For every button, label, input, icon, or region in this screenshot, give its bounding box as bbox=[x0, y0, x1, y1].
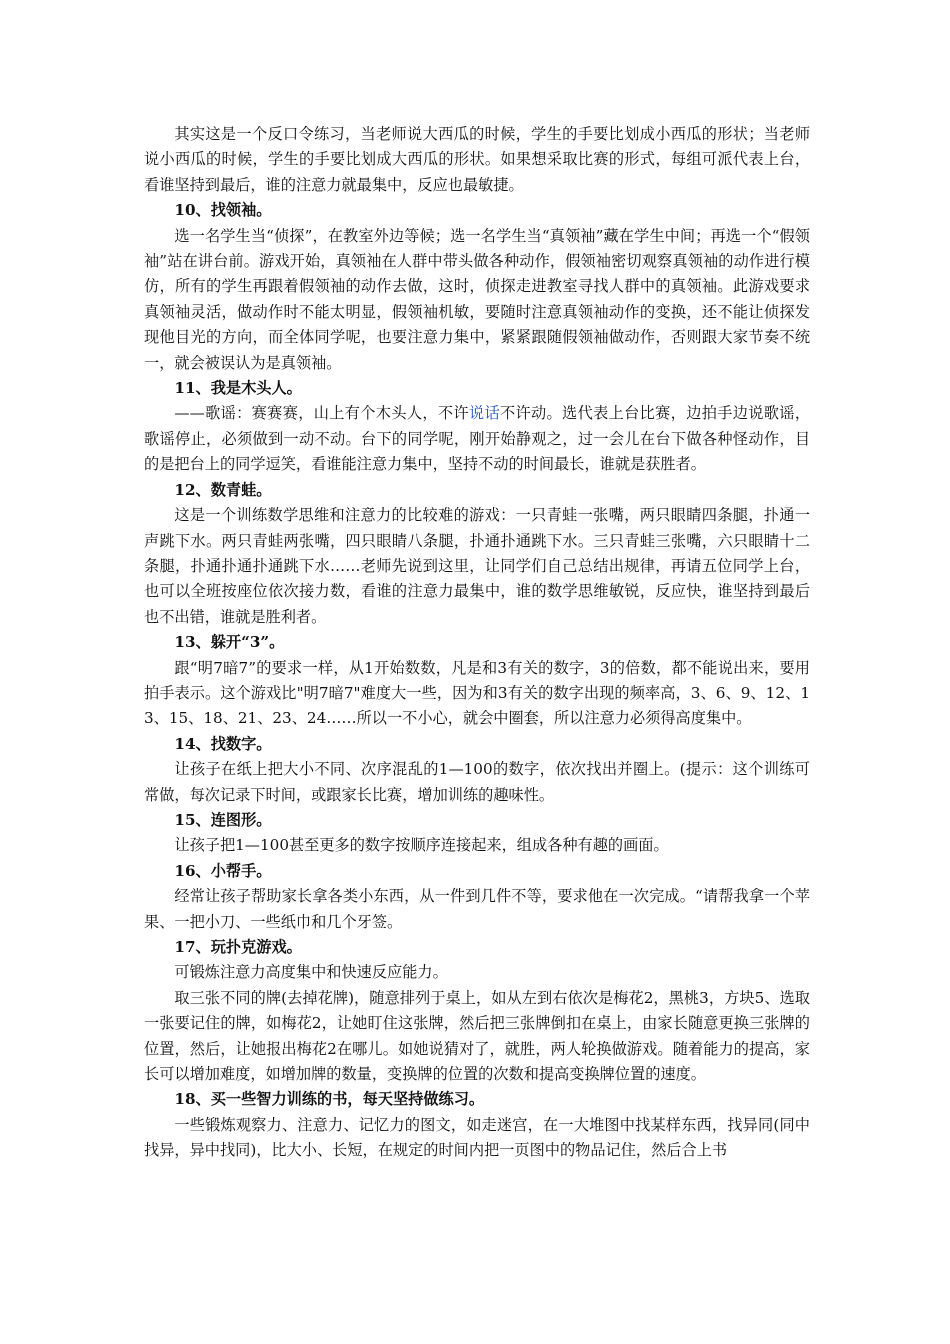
section-11-body-start: ——歌谣：赛赛赛，山上有个木头人，不许 bbox=[174, 404, 469, 423]
section-14-body: 让孩子在纸上把大小不同、次序混乱的1—100的数字，依次找出并圈上。(提示：这个训练可常做，每次记录下时间，或跟家长比赛，增加训练的趣味性。 bbox=[144, 760, 810, 804]
intro-paragraph: 其实这是一个反口令练习，当老师说大西瓜的时候，学生的手要比划成小西瓜的形状；当老师说小西瓜的时候，学生的手要比划成大西瓜的形状。如果想采取比赛的形式，每组可派代表上台，看谁坚持到最后，谁的注意力就最集中，反应也最敏捷。 bbox=[144, 125, 810, 194]
section-12-body: 这是一个训练数学思维和注意力的比较难的游戏：一只青蛙一张嘴，两只眼睛四条腿，扑通一声跳下水。两只青蛙两张嘴，四只眼睛八条腿，扑通扑通跳下水。三只青蛙三张嘴，六只眼睛十二条腿，扑通扑通扑通跳下水……老师先说到这里，让同学们自己总结出规律，再请五位同学上台，也可以全班按座位依次接力数，看谁的注意力最集中，谁的数学思维敏锐，反应快，谁坚持到最后也不出错，谁就是胜利者。 bbox=[144, 506, 810, 626]
section-11-title: 11、我是木头人。 bbox=[174, 379, 302, 398]
section-11-body bbox=[144, 401, 810, 477]
section-17-title: 17、玩扑克游戏。 bbox=[174, 938, 302, 956]
section-14-title: 14、找数字。 bbox=[174, 734, 272, 753]
section-13-title: 13、躲开“3”。 bbox=[174, 633, 285, 652]
section-15-body: 让孩子把1—100甚至更多的数字按顺序连接起来，组成各种有趣的画面。 bbox=[174, 836, 669, 855]
section-18-body: 一些锻炼观察力、注意力、记忆力的图文，如走迷宫，在一大堆图中找某样东西，找异同(同中找异，异中找同)，比大小、长短，在规定的时间内把一页图中的物品记住，然后合上书 bbox=[144, 1115, 810, 1160]
section-16-title: 16、小帮手。 bbox=[174, 861, 272, 880]
section-17-body-2: 取三张不同的牌(去掉花牌)，随意排列于桌上，如从左到右依次是梅花2，黑桃3，方块5、选取一张要记住的牌，如梅花2，让她盯住这张牌，然后把三张牌倒扣在桌上，由家长随意更换三张牌的位置，然后，让她报出梅花2在哪儿。如她说猜对了，就胜，两人轮换做游戏。随着能力的提高，家长可以增加难度，如增加牌的数量，变换牌的位置的次数和提高变换牌位置的速度。 bbox=[144, 988, 810, 1084]
section-16-body: 经常让孩子帮助家长拿各类小东西，从一件到几件不等，要求他在一次完成。“请帮我拿一个苹果、一把小刀、一些纸巾和几个牙签。 bbox=[144, 887, 810, 931]
section-13-body: 跟“明7暗7”的要求一样，从1开始数数，凡是和3有关的数字，3的倍数，都不能说出来，要用拍手表示。这个游戏比"明7暗7"难度大一些，因为和3有关的数字出现的频率高，3、6、9、12、13、15、18、21、23、24……所以一不小心，就会中圈套，所以注意力必须得高度集中。 bbox=[144, 658, 810, 728]
document-page bbox=[144, 122, 810, 1164]
section-12-title: 12、数青蛙。 bbox=[174, 480, 272, 499]
speak-link[interactable]: 说话 bbox=[468, 404, 500, 423]
section-15-title: 15、连图形。 bbox=[174, 810, 272, 829]
section-10-title: 10、找领袖。 bbox=[174, 201, 272, 220]
section-10-body: 选一名学生当“侦探”，在教室外边等候；选一名学生当“真领袖”藏在学生中间；再选一个“假领袖”站在讲台前。游戏开始，真领袖在人群中带头做各种动作，假领袖密切观察真领袖的动作进行模仿，所有的学生再跟着假领袖的动作去做，这时，侦探走进教室寻找人群中的真领袖。此游戏要求真领袖灵活，做动作时不能太明显，假领袖机敏，要随时注意真领袖动作的变换，还不能让侦探发现他目光的方向，而全体同学呢，也要注意力集中，紧紧跟随假领袖做动作，否则跟大家节奏不统一，就会被误认为是真领袖。 bbox=[144, 226, 810, 372]
section-11-body-end: 不许动。选代表上台比赛，边拍手边说歌谣，歌谣停止，必须做到一动不动。台下的同学呢，刚开始静观之，过一会儿在台下做各种怪动作，目的是把台上的同学逗笑，看谁能注意力集中，坚持不动的时间最长，谁就是获胜者。 bbox=[144, 404, 811, 474]
section-18-title: 18、买一些智力训练的书，每天坚持做练习。 bbox=[174, 1090, 485, 1109]
section-17-body-1: 可锻炼注意力高度集中和快速反应能力。 bbox=[174, 963, 448, 982]
